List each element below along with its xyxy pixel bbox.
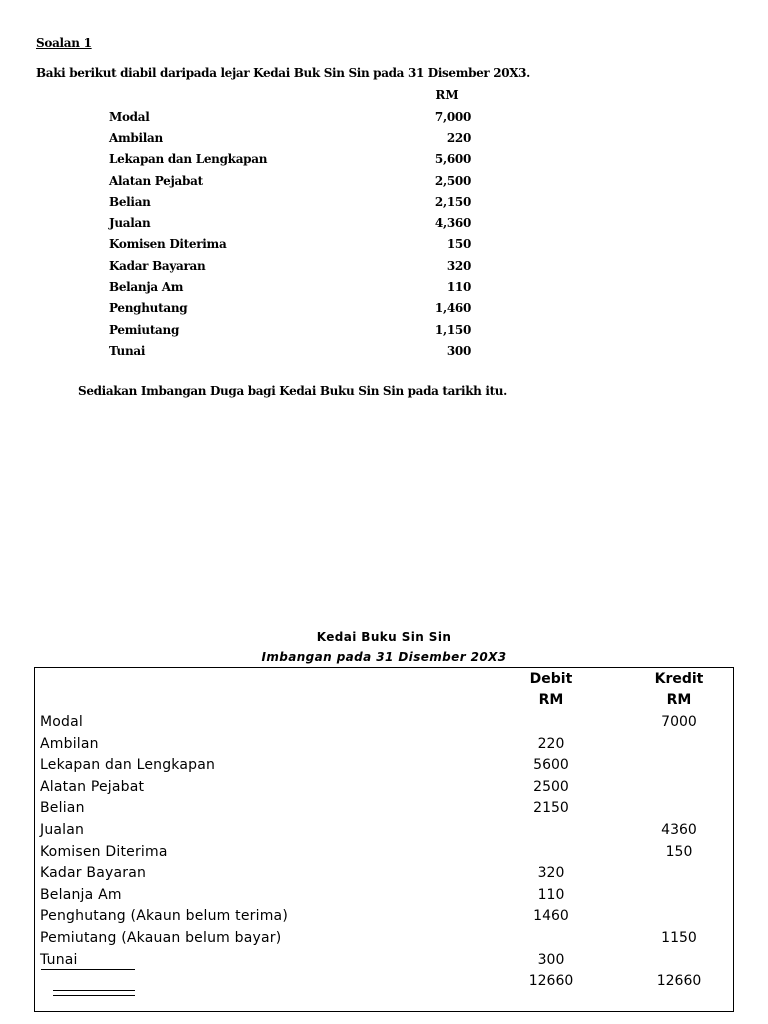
trial-balance-subtitle: Imbangan pada 31 Disember 20X3	[261, 650, 507, 664]
ledger-row: Tunai 300	[109, 343, 471, 358]
ledger-row: Komisen Diterima 150	[109, 237, 471, 252]
ledger-row: Kadar Bayaran 320	[109, 258, 471, 273]
table-row: Tunai 300	[40, 951, 565, 968]
ledger-row: Penghutang 1,460	[109, 301, 471, 316]
ledger-row: Modal 7,000	[109, 109, 471, 124]
debit-column-header: Debit RM	[529, 671, 573, 708]
table-row: Kadar Bayaran 320	[40, 865, 565, 882]
table-row: Belanja Am 110	[40, 886, 565, 903]
ledger-row: Pemiutang 1,150	[109, 322, 471, 337]
table-row: Alatan Pejabat 2500	[40, 778, 569, 795]
double-underline-rule-top	[53, 990, 135, 991]
ledger-row: Ambilan 220	[109, 130, 471, 145]
table-row: Lekapan dan Lengkapan 5600	[40, 757, 569, 774]
table-row: Modal 7000	[40, 714, 697, 730]
trial-balance-table	[34, 667, 734, 1012]
table-row: Ambilan 220	[40, 735, 565, 752]
trial-balance-title: Kedai Buku Sin Sin	[316, 630, 452, 644]
ledger-list	[109, 106, 471, 362]
ledger-row: Lekapan dan Lengkapan 5,600	[109, 152, 471, 167]
question-title: Soalan 1	[36, 36, 92, 50]
table-row: Komisen Diterima 150	[40, 843, 693, 860]
question-intro: Baki berikut diabil daripada lejar Kedai Buk Sin Sin pada 31 Disember 20X3.	[36, 66, 530, 80]
table-row: Jualan 4360	[40, 822, 697, 838]
table-row: Belian 2150	[40, 800, 569, 817]
kredit-column-header: Kredit RM	[654, 671, 704, 708]
instruction-text: Sediakan Imbangan Duga bagi Kedai Buku Sin Sin pada tarikh itu.	[78, 384, 507, 398]
ledger-row: Jualan 4,360	[109, 216, 471, 231]
table-row: Pemiutang (Akauan belum bayar) 1150	[40, 930, 697, 946]
underline-rule	[41, 969, 135, 970]
ledger-row: Alatan Pejabat 2,500	[109, 173, 471, 188]
ledger-row: Belanja Am 110	[109, 280, 471, 295]
double-underline-rule-bottom	[53, 995, 135, 996]
currency-header: RM	[435, 88, 459, 102]
table-row: Penghutang (Akaun belum terima) 1460	[40, 908, 569, 925]
ledger-row: Belian 2,150	[109, 194, 471, 209]
total-row: 12660 12660	[528, 973, 702, 990]
